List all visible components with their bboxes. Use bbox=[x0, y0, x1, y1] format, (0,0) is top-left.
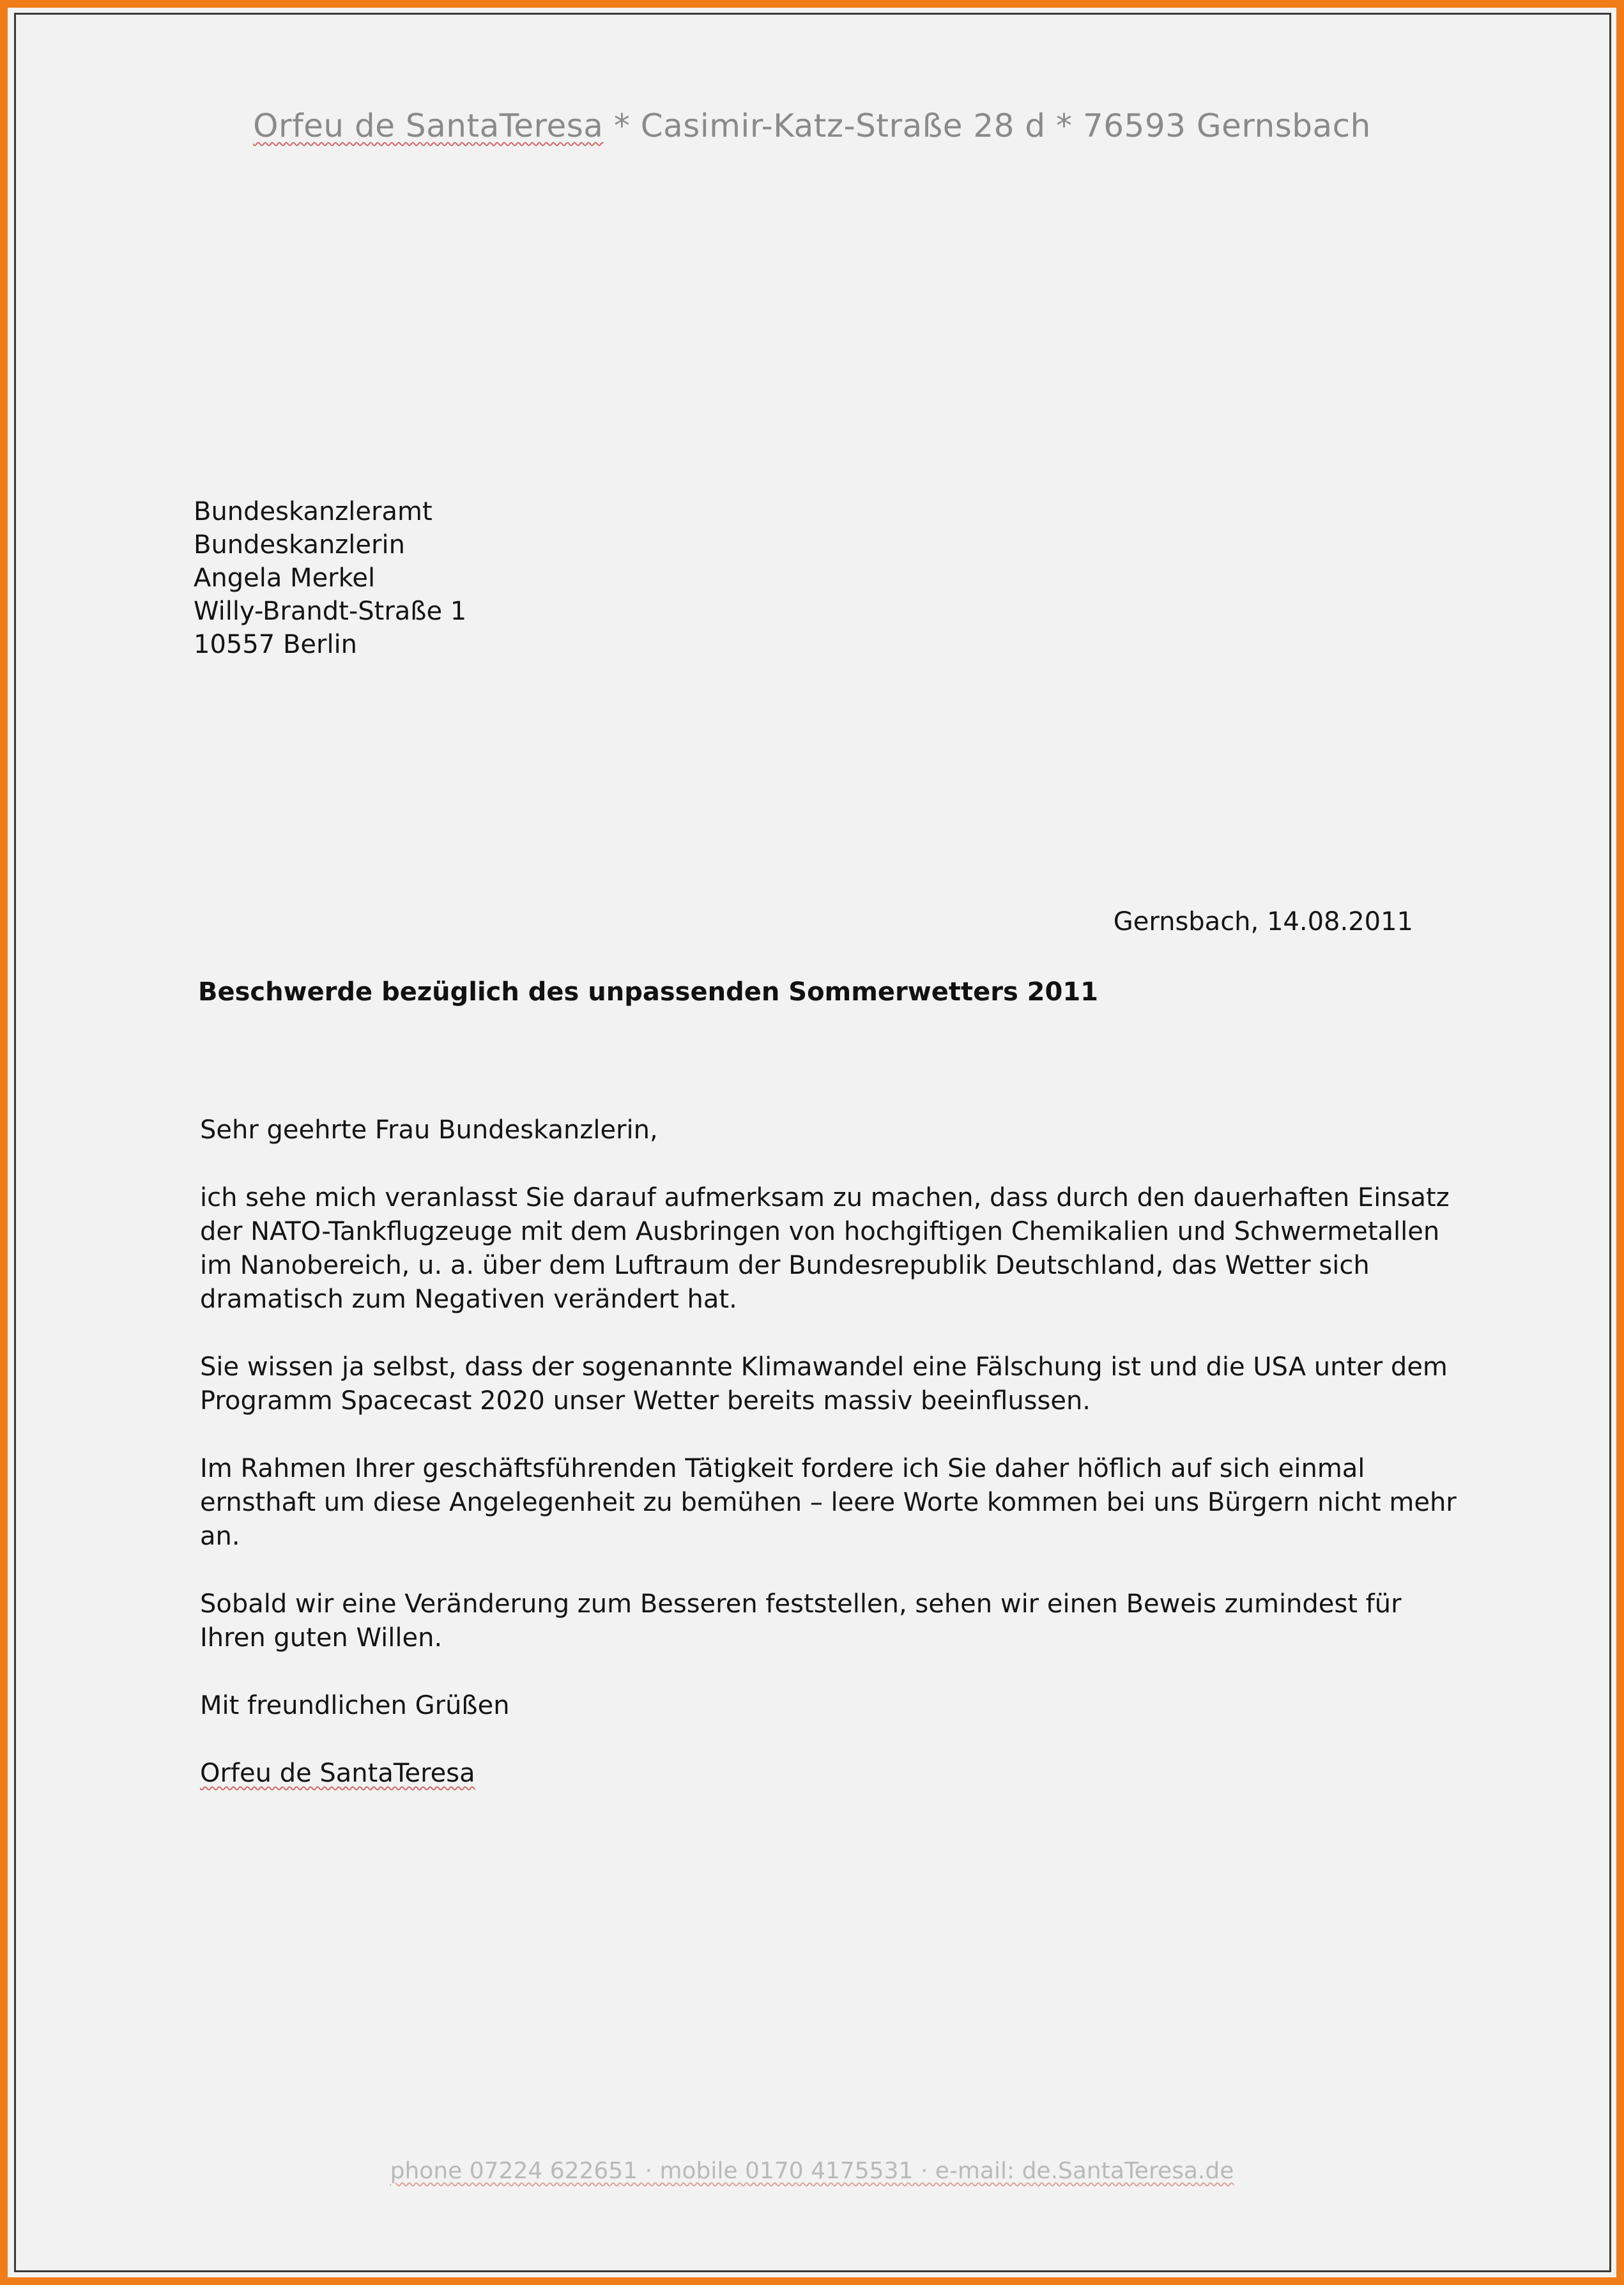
footer-text: phone 07224 622651 · mobile 0170 4175531 · e-mail: de.SantaTeresa.de bbox=[390, 2158, 1234, 2184]
closing: Mit freundlichen Grüßen bbox=[200, 1691, 510, 1720]
letterhead bbox=[0, 107, 1624, 144]
recipient-line: Willy-Brandt-Straße 1 bbox=[194, 597, 467, 626]
date-line: Gernsbach, 14.08.2011 bbox=[1113, 907, 1413, 936]
recipient-line: Bundeskanzlerin bbox=[194, 530, 405, 560]
signature bbox=[200, 1757, 1465, 1791]
recipient-line: 10557 Berlin bbox=[194, 630, 358, 659]
body-paragraph: ich sehe mich veranlasst Sie darauf aufmerksam zu machen, dass durch den dauerhaften Einsatz der NATO-Tankflugzeuge mit dem Ausbringen von hochgiftigen Chemikalien und Schwermetallen im Nanobereich, u. a. über dem Luftraum der Bundesrepublik Deutschland, das Wetter sich dramatisch zum Negativen verändert hat. bbox=[200, 1183, 1450, 1314]
recipient-address bbox=[194, 495, 466, 661]
body-paragraph: Sobald wir eine Veränderung zum Besseren feststellen, sehen wir einen Beweis zumindest für Ihren guten Willen. bbox=[200, 1589, 1402, 1653]
sender-name: Orfeu de SantaTeresa bbox=[253, 107, 604, 144]
footer-contact bbox=[0, 2158, 1624, 2184]
salutation: Sehr geehrte Frau Bundeskanzlerin, bbox=[200, 1115, 658, 1145]
body-paragraph: Im Rahmen Ihrer geschäftsführenden Tätigkeit fordere ich Sie daher höflich auf sich einmal ernsthaft um diese Angelegenheit zu bemühen – leere Worte kommen bei uns Bürgern nicht mehr an. bbox=[200, 1454, 1457, 1551]
subject-line: Beschwerde bezüglich des unpassenden Sommerwetters 2011 bbox=[198, 977, 1099, 1007]
letter-body bbox=[200, 1113, 1465, 1791]
signature-name: Orfeu de SantaTeresa bbox=[200, 1759, 475, 1788]
recipient-line: Angela Merkel bbox=[194, 563, 376, 593]
body-paragraph: Sie wissen ja selbst, dass der sogenannte Klimawandel eine Fälschung ist und die USA unter dem Programm Spacecast 2020 unser Wetter bereits massiv beeinflussen. bbox=[200, 1352, 1448, 1416]
recipient-line: Bundeskanzleramt bbox=[194, 497, 433, 526]
sender-address: * Casimir-Katz-Straße 28 d * 76593 Gernsbach bbox=[603, 107, 1371, 144]
